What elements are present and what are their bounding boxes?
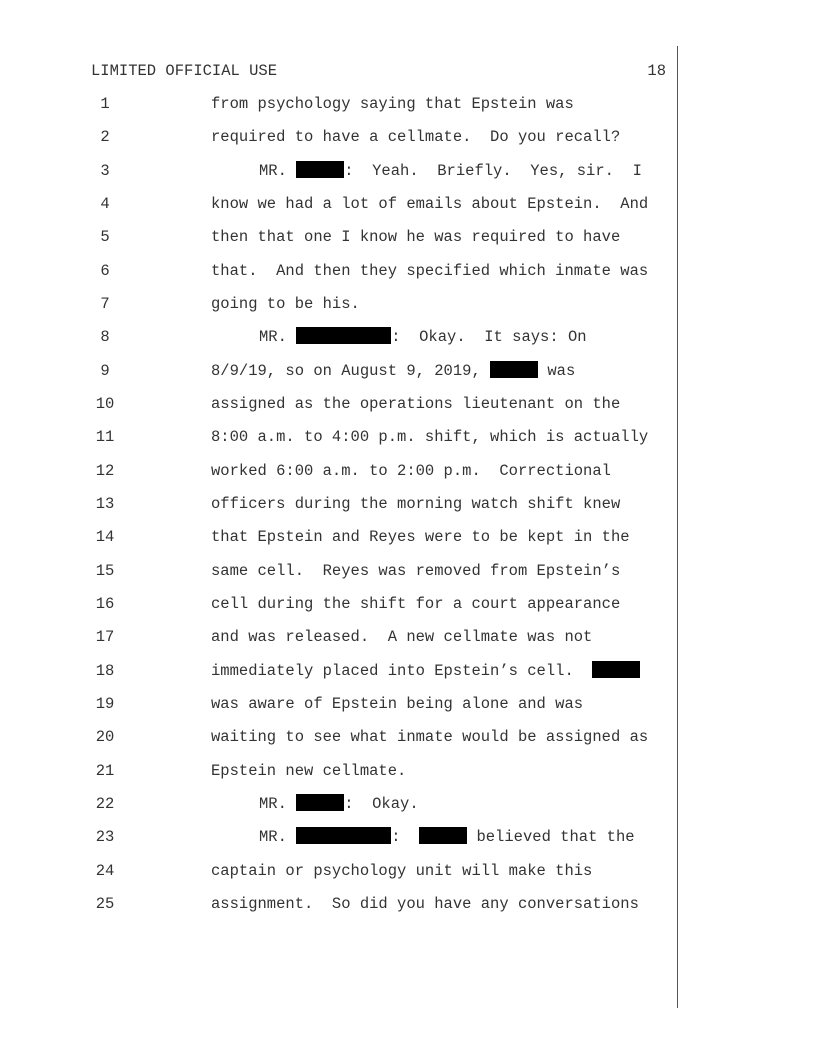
line-number: 13 [95, 495, 115, 513]
transcript-line [0, 427, 680, 460]
line-text-colon: : [391, 828, 401, 846]
line-number: 11 [95, 428, 115, 446]
line-number: 19 [95, 695, 115, 713]
line-text: Epstein new cellmate. [211, 762, 407, 780]
line-number: 17 [95, 628, 115, 646]
transcript-line [0, 561, 680, 594]
transcript-line [0, 594, 680, 627]
line-text: 8:00 a.m. to 4:00 p.m. shift, which is actually [211, 428, 649, 446]
line-text-start: 8/9/19, so on August 9, 2019, [211, 362, 481, 380]
line-number: 4 [100, 195, 110, 213]
line-number: 15 [95, 562, 115, 580]
line-text: required to have a cellmate. Do you recall? [211, 128, 621, 146]
transcript-line [0, 527, 680, 560]
transcript-line [0, 661, 680, 694]
line-text: worked 6:00 a.m. to 2:00 p.m. Correctional [211, 462, 611, 480]
transcript-line [0, 894, 680, 927]
line-text: from psychology saying that Epstein was [211, 95, 574, 113]
transcript-line [0, 294, 680, 327]
transcript-line [0, 627, 680, 660]
redaction-block [296, 327, 391, 344]
line-number: 7 [100, 295, 110, 313]
transcript-line [0, 327, 680, 360]
transcript-line [0, 394, 680, 427]
line-number: 14 [95, 528, 115, 546]
redaction-block [296, 161, 344, 178]
line-text: then that one I know he was required to have [211, 228, 621, 246]
line-text: same cell. Reyes was removed from Epstein’s [211, 562, 621, 580]
line-text-rest: believed that the [476, 828, 635, 846]
redaction-block [296, 794, 344, 811]
line-number: 21 [95, 762, 115, 780]
line-number: 20 [95, 728, 115, 746]
speaker-prefix: MR. [259, 162, 287, 180]
line-text [211, 827, 635, 847]
transcript-line [0, 494, 680, 527]
transcript-line [0, 694, 680, 727]
transcript-line [0, 761, 680, 794]
line-text: cell during the shift for a court appearance [211, 595, 621, 613]
line-number: 8 [100, 328, 110, 346]
line-text: assigned as the operations lieutenant on the [211, 395, 621, 413]
line-number: 3 [100, 162, 110, 180]
speaker-prefix: MR. [259, 328, 287, 346]
page-header-classification: LIMITED OFFICIAL USE [91, 62, 278, 80]
transcript-line [0, 727, 680, 760]
line-number: 5 [100, 228, 110, 246]
line-text: was aware of Epstein being alone and was [211, 695, 584, 713]
line-text: waiting to see what inmate would be assigned as [211, 728, 649, 746]
line-text: that Epstein and Reyes were to be kept in the [211, 528, 630, 546]
transcript-line [0, 361, 680, 394]
line-number: 18 [95, 662, 115, 680]
line-number: 6 [100, 262, 110, 280]
line-text: going to be his. [211, 295, 360, 313]
transcript-line [0, 227, 680, 260]
line-number: 24 [95, 862, 115, 880]
line-text [211, 161, 642, 181]
line-text [211, 661, 640, 681]
line-text: captain or psychology unit will make this [211, 862, 593, 880]
redaction-block [419, 827, 467, 844]
line-text: officers during the morning watch shift knew [211, 495, 621, 513]
transcript-line [0, 127, 680, 160]
line-text-rest: : Okay. [344, 795, 419, 813]
line-text-rest: : Okay. It says: On [391, 328, 587, 346]
line-text: assignment. So did you have any conversations [211, 895, 639, 913]
transcript-line [0, 861, 680, 894]
line-number: 23 [95, 828, 115, 846]
page-number: 18 [647, 62, 666, 80]
line-number: 1 [100, 95, 110, 113]
transcript-line [0, 161, 680, 194]
line-number: 22 [95, 795, 115, 813]
redaction-block [490, 361, 538, 378]
line-text: know we had a lot of emails about Epstein. And [211, 195, 649, 213]
line-text-rest: : Yeah. Briefly. Yes, sir. I [344, 162, 642, 180]
line-number: 12 [95, 462, 115, 480]
redaction-block [592, 661, 640, 678]
speaker-prefix: MR. [259, 795, 287, 813]
line-text: and was released. A new cellmate was not [211, 628, 593, 646]
redaction-block [296, 827, 391, 844]
line-text: that. And then they specified which inmate was [211, 262, 649, 280]
line-number: 2 [100, 128, 110, 146]
line-number: 25 [95, 895, 115, 913]
transcript-line [0, 794, 680, 827]
transcript-line [0, 461, 680, 494]
line-number: 10 [95, 395, 115, 413]
line-number: 9 [100, 362, 110, 380]
line-number: 16 [95, 595, 115, 613]
line-text-start: immediately placed into Epstein’s cell. [211, 662, 574, 680]
transcript-line [0, 261, 680, 294]
transcript-line [0, 827, 680, 860]
line-text [211, 361, 575, 381]
transcript-line [0, 94, 680, 127]
line-text [211, 794, 419, 814]
transcript-line [0, 194, 680, 227]
speaker-prefix: MR. [259, 828, 287, 846]
line-text-rest: was [547, 362, 576, 380]
line-text [211, 327, 587, 347]
